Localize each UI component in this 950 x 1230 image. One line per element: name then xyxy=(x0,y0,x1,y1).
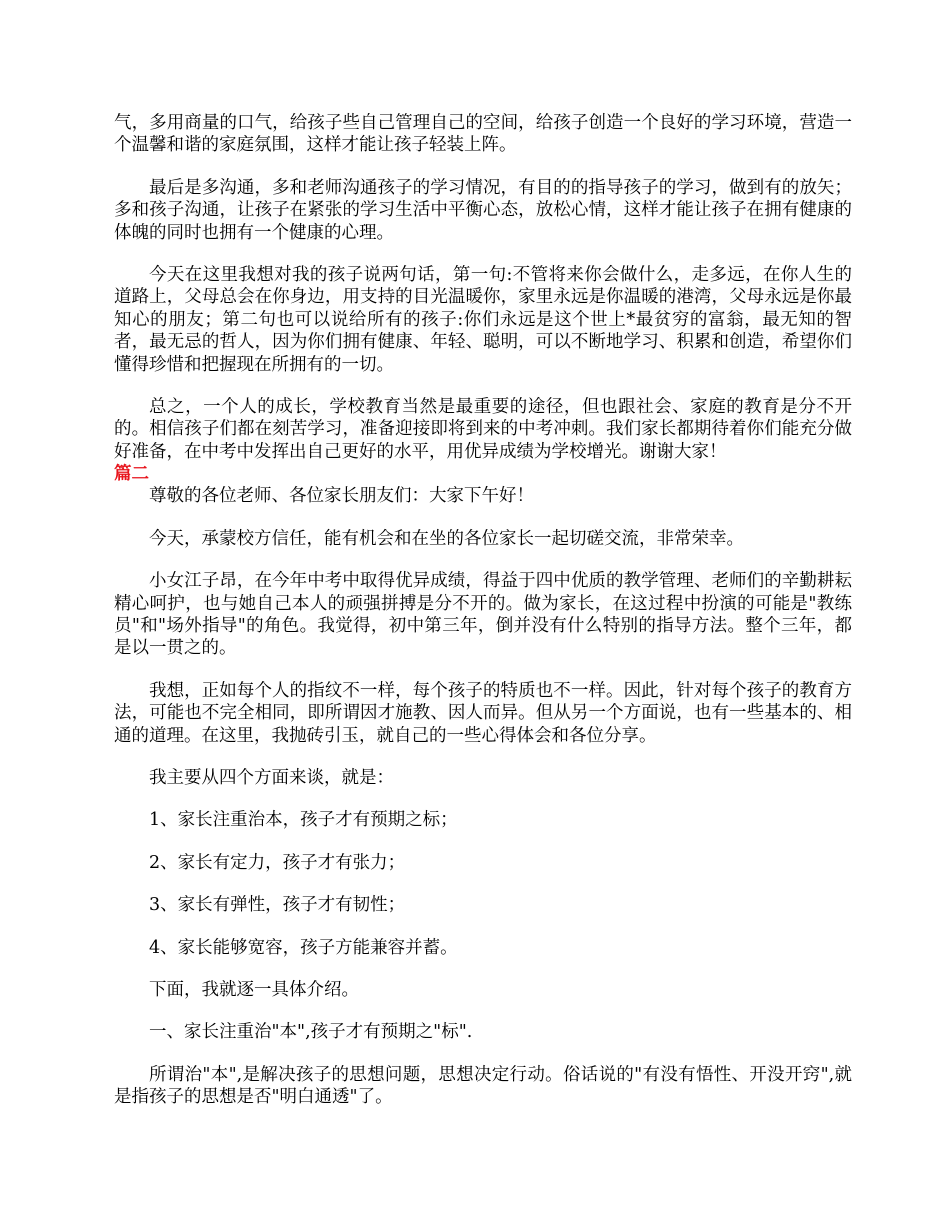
paragraph-conclusion: 总之，一个人的成长，学校教育当然是最重要的途径，但也跟社会、家庭的教育是分不开的。相信孩子们都在刻苦学习，准备迎接即将到来的中考冲刺。我们家长都期待着你们能充分做好准备，在中考中发挥出自己更好的水平，用优异成绩为学校增光。谢谢大家！ xyxy=(114,397,852,462)
paragraph-four-aspects: 我主要从四个方面来谈，就是： xyxy=(149,767,394,788)
greeting: 尊敬的各位老师、各位家长朋友们：大家下午好！ xyxy=(149,486,534,507)
list-item-3: 3、家长有弹性，孩子才有韧性； xyxy=(149,895,406,916)
paragraph-root-cause: 所谓治"本",是解决孩子的思想问题，思想决定行动。俗话说的"有没有悟性、开没开窍",就是指孩子的思想是否"明白通透"了。 xyxy=(114,1064,852,1108)
document-page xyxy=(114,112,852,1129)
paragraph-message-to-children: 今天在这里我想对我的孩子说两句话，第一句:不管将来你会做什么，走多远，在你人生的道路上，父母总会在你身边，用支持的目光温暖你，家里永远是你温暖的港湾，父母永远是你最知心的朋友；第二句也可以说给所有的孩子:你们永远是这个世上*最贫穷的富翁，最无知的智者，最无忌的哲人，因为你们拥有健康、年轻、聪明，可以不断地学习、积累和创造，希望你们懂得珍惜和把握现在所拥有的一切。 xyxy=(114,265,852,375)
paragraph-next: 下面，我就逐一具体介绍。 xyxy=(149,979,359,1000)
subheading-one: 一、家长注重治"本",孩子才有预期之"标". xyxy=(149,1022,473,1043)
paragraph-communication: 最后是多沟通，多和老师沟通孩子的学习情况，有目的的指导孩子的学习，做到有的放矢；多和孩子沟通，让孩子在紧张的学习生活中平衡心态，放松心情，这样才能让孩子在拥有健康的体魄的同时也拥有一个健康的心理。 xyxy=(114,177,852,243)
list-item-1: 1、家长注重治本，孩子才有预期之标； xyxy=(149,810,458,831)
paragraph-home-environment: 气，多用商量的口气，给孩子些自己管理自己的空间，给孩子创造一个良好的学习环境，营造一个温馨和谐的家庭氛围，这样才能让孩子轻装上阵。 xyxy=(114,113,852,156)
paragraph-honor: 今天，承蒙校方信任，能有机会和在坐的各位家长一起切磋交流，非常荣幸。 xyxy=(149,528,744,549)
list-item-2: 2、家长有定力，孩子才有张力； xyxy=(149,852,406,873)
paragraph-daughter-result: 小女江子昂，在今年中考中取得优异成绩，得益于四中优质的教学管理、老师们的辛勤耕耘精心呵护，也与她自己本人的顽强拼搏是分不开的。做为家长，在这过程中扮演的可能是"教练员"和"场外指导"的角色。我觉得，初中第三年，倒并没有什么特别的指导方法。整个三年，都是以一贯之的。 xyxy=(114,571,852,659)
section-heading: 篇二 xyxy=(114,464,149,485)
paragraph-fingerprint: 我想，正如每个人的指纹不一样，每个孩子的特质也不一样。因此，针对每个孩子的教育方法，可能也不完全相同，即所谓因才施教、因人而异。但从另一个方面说，也有一些基本的、相通的道理。在这里，我抛砖引玉，就自己的一些心得体会和各位分享。 xyxy=(114,680,852,746)
list-item-4: 4、家长能够宽容，孩子方能兼容并蓄。 xyxy=(149,937,458,958)
